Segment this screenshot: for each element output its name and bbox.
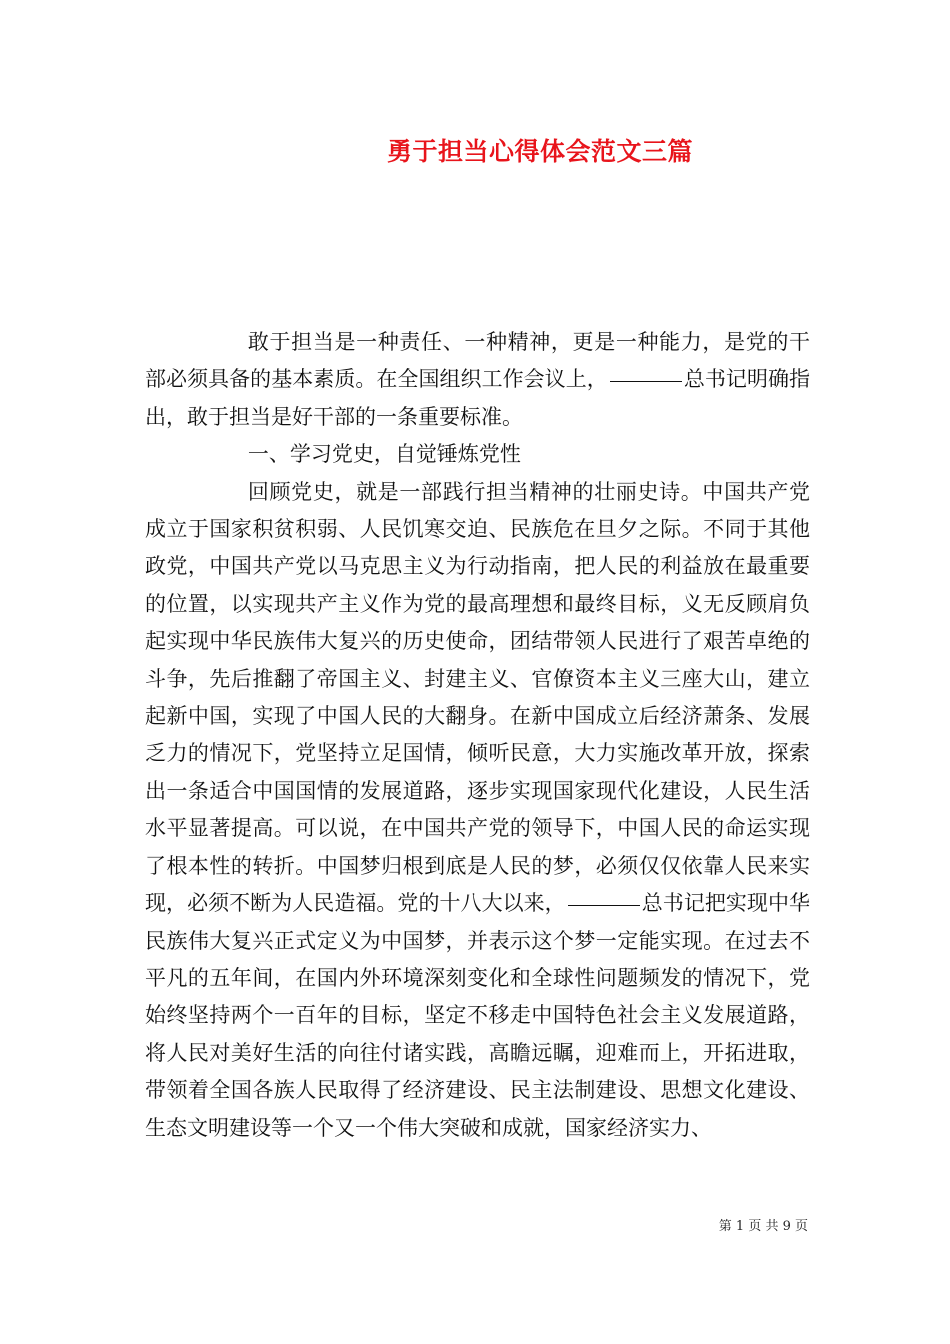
document-title: 勇于担当心得体会范文三篇	[386, 137, 693, 166]
paragraph-history-part-a: 回顾党史，就是一部践行担当精神的壮丽史诗。中国共产党成立于国家积贫积弱、人民饥寒交迫、民族危在旦夕之际。不同于其他政党，中国共产党以马克思主义为行动指南，把人民的利益放在最重要的位置，以实现共产主义作为党的最高理想和最终目标，义无反顾肩负起实现中华民族伟大复兴的历史使命，团结带领人民进行了艰苦卓绝的斗争，先后推翻了帝国主义、封建主义、官僚资本主义三座大山，建立起新中国，实现了中国人民的大翻身。在新中国成立后经济萧条、发展乏力的情况下，党坚持立足国情，倾听民意，大力实施改革开放，探索出一条适合中国国情的发展道路，逐步实现国家现代化建设，人民生活水平显著提高。可以说，在中国共产党的领导下，中国人民的命运实现了根本性的转折。中国梦归根到底是人民的梦，必须仅仅依靠人民来实现，必须不断为人民造福。党的十八大以来，	[145, 479, 810, 916]
paragraph-intro-part-b: 总书记明确指出，敢于担当是好干部的一条重要标准。	[145, 367, 811, 429]
section-heading-1: 一、学习党史，自觉锤炼党性	[247, 442, 521, 467]
document-body	[145, 324, 810, 1147]
paragraph-intro	[145, 324, 810, 436]
page-number-footer: 第 1 页 共 9 页	[718, 1219, 808, 1234]
paragraph-history-part-b: 总书记把实现中华民族伟大复兴正式定义为中国梦，并表示这个梦一定能实现。在过去不平凡的五年间，在国内外环境深刻变化和全球性问题频发的情况下，党始终坚持两个一百年的目标，坚定不移走中国特色社会主义发展道路，将人民对美好生活的向往付诸实践，高瞻远瞩，迎难而上，开拓进取，带领着全国各族人民取得了经济建设、民主法制建设、思想文化建设、生态文明建设等一个又一个伟大突破和成就，国家经济实力、	[145, 891, 811, 1140]
blank-underline	[610, 380, 682, 382]
paragraph-intro-part-a: 敢于担当是一种责任、一种精神，更是一种能力，是党的干部必须具备的基本素质。在全国组织工作会议上，	[145, 330, 810, 392]
paragraph-history	[145, 474, 810, 1147]
blank-underline	[568, 904, 640, 906]
